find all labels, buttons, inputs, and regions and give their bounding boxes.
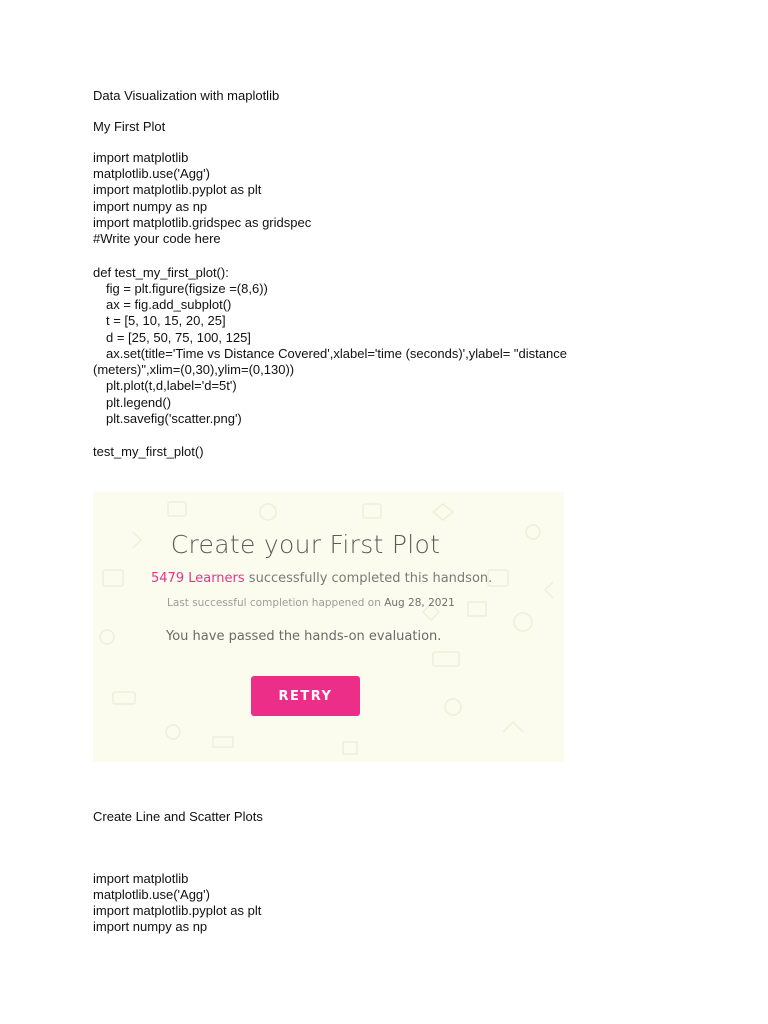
last-completion: [167, 597, 455, 609]
section-title-line-scatter: Create Line and Scatter Plots: [93, 809, 263, 824]
doc-heading: Data Visualization with maplotlib: [93, 88, 280, 103]
code-line: import matplotlib.pyplot as plt: [93, 182, 262, 197]
code-func-call: test_my_first_plot(): [93, 444, 204, 459]
code-line: matplotlib.use('Agg'): [93, 166, 210, 181]
learners-count: 5479 Learners: [151, 571, 245, 586]
learners-summary: [151, 571, 492, 586]
code-line: ax.set(title='Time vs Distance Covered',xlabel='time (seconds)',ylabel= "distance: [106, 346, 567, 361]
code-line: fig = plt.figure(figsize =(8,6)): [106, 281, 268, 296]
code-line: import numpy as np: [93, 199, 208, 214]
section-title-first-plot: My First Plot: [93, 119, 166, 134]
retry-button[interactable]: RETRY: [251, 676, 360, 716]
code-line: ax = fig.add_subplot(): [106, 297, 232, 312]
learners-text: successfully completed this handson.: [244, 571, 493, 586]
panel-title: Create your First Plot: [170, 530, 441, 559]
last-completion-date: Aug 28, 2021: [384, 597, 455, 609]
code-line: plt.plot(t,d,label='d=5t'): [106, 378, 237, 393]
code-line: t = [5, 10, 15, 20, 25]: [106, 313, 226, 328]
code-line: matplotlib.use('Agg'): [93, 887, 210, 902]
code-line: import matplotlib.gridspec as gridspec: [93, 215, 312, 230]
code-comment: #Write your code here: [93, 231, 221, 246]
code-line: import matplotlib: [93, 150, 189, 165]
code-line: d = [25, 50, 75, 100, 125]: [106, 330, 251, 345]
code-func-def: def test_my_first_plot():: [93, 265, 229, 280]
passed-message: You have passed the hands-on evaluation.: [166, 629, 442, 644]
code-line: import matplotlib.pyplot as plt: [93, 903, 262, 918]
code-line: plt.legend(): [106, 395, 172, 410]
code-line: plt.savefig('scatter.png'): [106, 411, 242, 426]
code-line: import numpy as np: [93, 919, 208, 934]
code-line: import matplotlib: [93, 871, 189, 886]
handson-result-panel: [93, 492, 564, 762]
last-completion-text: Last successful completion happened on: [167, 597, 385, 609]
code-line-wrap: (meters)",xlim=(0,30),ylim=(0,130)): [93, 362, 295, 377]
